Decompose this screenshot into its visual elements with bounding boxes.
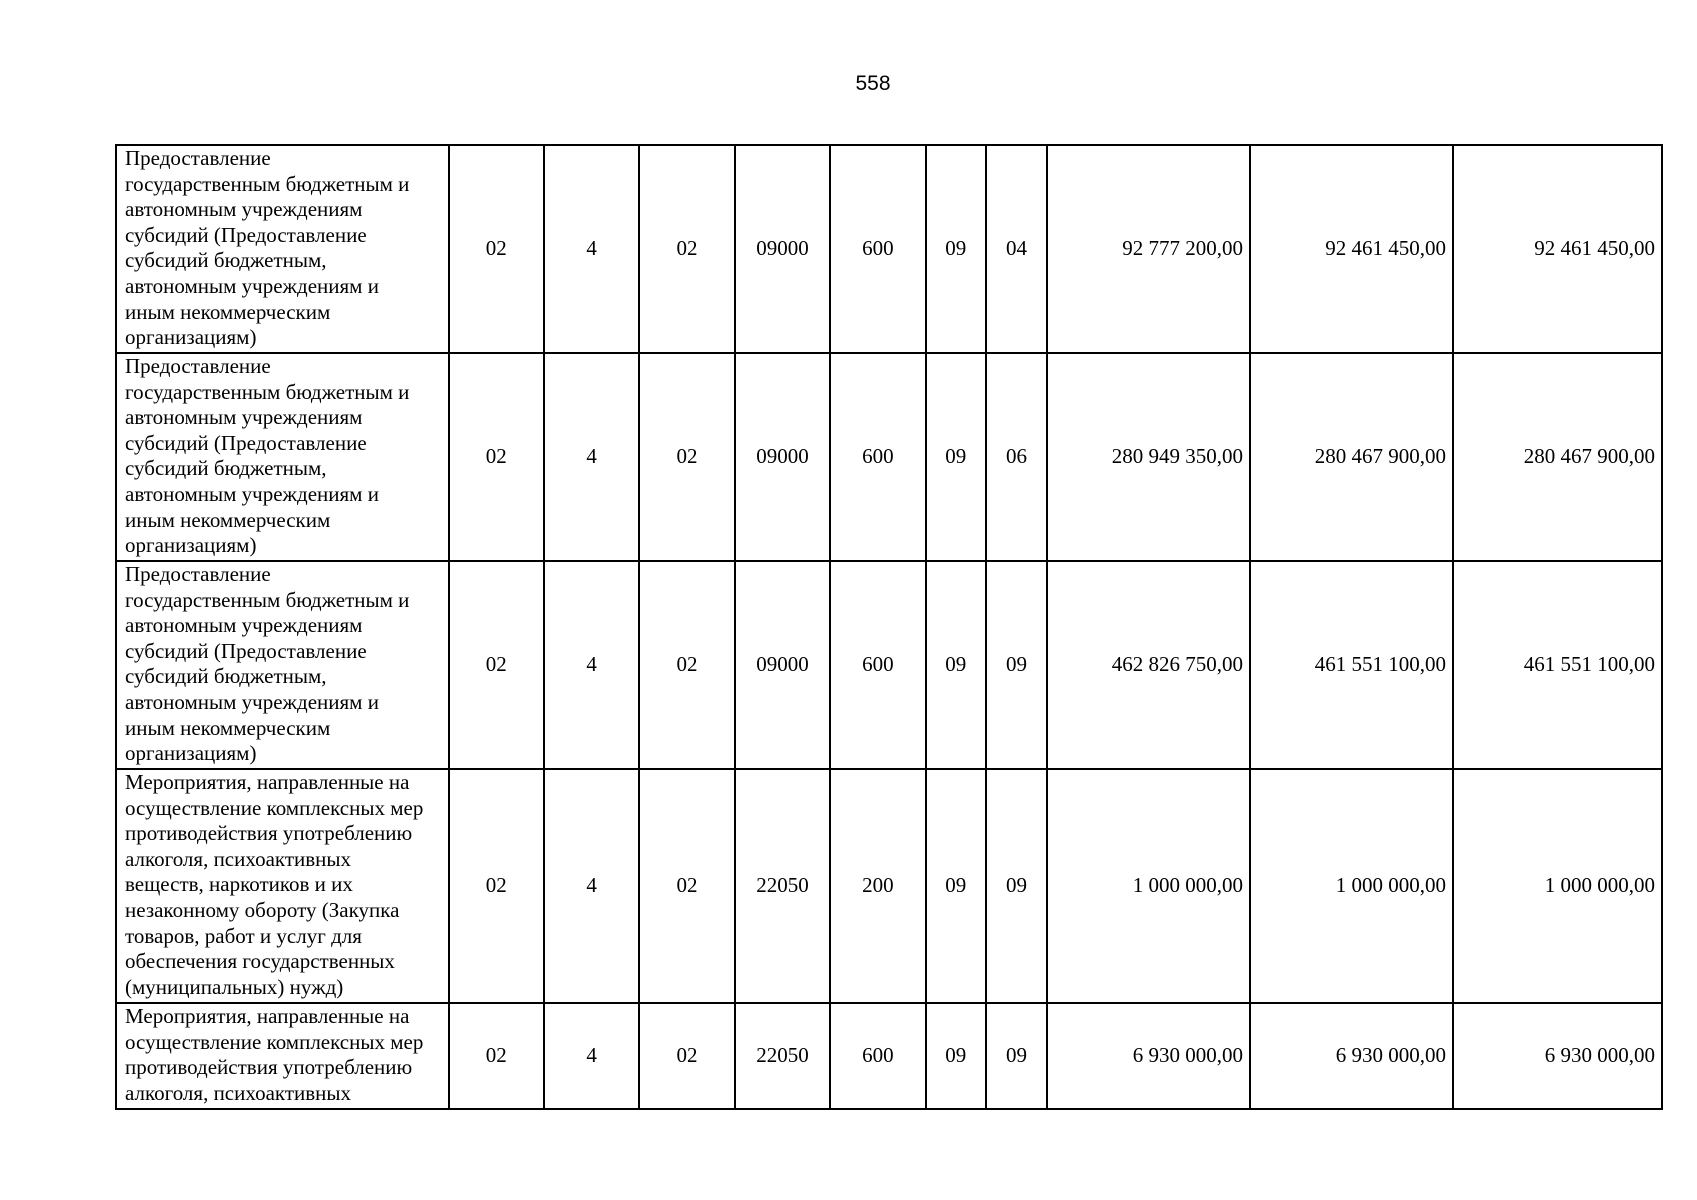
program-code: 02 (449, 145, 544, 353)
subprogram-code: 4 (544, 1003, 639, 1109)
expense-name: Предоставление государственным бюджетным и автономным учреждениям субсидий (Предоставление субсидий бюджетным, автономным учреждениям и иным некоммерческим организациям) (116, 353, 449, 561)
table-row (116, 145, 1662, 353)
amount-3: 1 000 000,00 (1453, 769, 1662, 1003)
program-code: 02 (449, 561, 544, 769)
subprogram-code: 4 (544, 145, 639, 353)
subsection-code: 09 (986, 561, 1047, 769)
table-row (116, 769, 1662, 1003)
table-row (116, 1003, 1662, 1109)
amount-2: 280 467 900,00 (1250, 353, 1453, 561)
subsection-code: 09 (986, 1003, 1047, 1109)
amount-2: 461 551 100,00 (1250, 561, 1453, 769)
page-number: 558 (855, 72, 891, 95)
expense-type-code: 600 (830, 1003, 925, 1109)
amount-1: 280 949 350,00 (1047, 353, 1250, 561)
amount-3: 280 467 900,00 (1453, 353, 1662, 561)
subsection-code: 09 (986, 769, 1047, 1003)
expense-name: Мероприятия, направленные на осуществление комплексных мер противодействия употреблению алкоголя, психоактивных (116, 1003, 449, 1109)
subprogram-code: 4 (544, 769, 639, 1003)
table-row (116, 353, 1662, 561)
amount-2: 1 000 000,00 (1250, 769, 1453, 1003)
main-event-code: 02 (639, 353, 734, 561)
amount-1: 462 826 750,00 (1047, 561, 1250, 769)
amount-3: 461 551 100,00 (1453, 561, 1662, 769)
section-code: 09 (926, 145, 986, 353)
expense-name: Мероприятия, направленные на осуществление комплексных мер противодействия употреблению алкоголя, психоактивных веществ, наркотиков и их незаконному обороту (Закупка товаров, работ и услуг для обеспечения государственных (муниципальных) нужд) (116, 769, 449, 1003)
main-event-code: 02 (639, 561, 734, 769)
subsection-code: 04 (986, 145, 1047, 353)
table-row (116, 561, 1662, 769)
amount-1: 1 000 000,00 (1047, 769, 1250, 1003)
expense-type-code: 200 (830, 769, 925, 1003)
amount-1: 6 930 000,00 (1047, 1003, 1250, 1109)
amount-1: 92 777 200,00 (1047, 145, 1250, 353)
amount-2: 92 461 450,00 (1250, 145, 1453, 353)
expense-name: Предоставление государственным бюджетным и автономным учреждениям субсидий (Предоставление субсидий бюджетным, автономным учреждениям и иным некоммерческим организациям) (116, 561, 449, 769)
amount-3: 6 930 000,00 (1453, 1003, 1662, 1109)
program-code: 02 (449, 1003, 544, 1109)
main-event-code: 02 (639, 145, 734, 353)
section-code: 09 (926, 769, 986, 1003)
amount-2: 6 930 000,00 (1250, 1003, 1453, 1109)
amount-3: 92 461 450,00 (1453, 145, 1662, 353)
expense-type-code: 600 (830, 561, 925, 769)
section-code: 09 (926, 561, 986, 769)
expense-name: Предоставление государственным бюджетным и автономным учреждениям субсидий (Предоставление субсидий бюджетным, автономным учреждениям и иным некоммерческим организациям) (116, 145, 449, 353)
direction-code: 22050 (735, 1003, 830, 1109)
section-code: 09 (926, 353, 986, 561)
direction-code: 09000 (735, 561, 830, 769)
expense-type-code: 600 (830, 353, 925, 561)
main-event-code: 02 (639, 769, 734, 1003)
subprogram-code: 4 (544, 561, 639, 769)
program-code: 02 (449, 353, 544, 561)
program-code: 02 (449, 769, 544, 1003)
expense-type-code: 600 (830, 145, 925, 353)
section-code: 09 (926, 1003, 986, 1109)
direction-code: 22050 (735, 769, 830, 1003)
main-event-code: 02 (639, 1003, 734, 1109)
budget-table (115, 144, 1663, 1110)
subprogram-code: 4 (544, 353, 639, 561)
direction-code: 09000 (735, 353, 830, 561)
direction-code: 09000 (735, 145, 830, 353)
subsection-code: 06 (986, 353, 1047, 561)
